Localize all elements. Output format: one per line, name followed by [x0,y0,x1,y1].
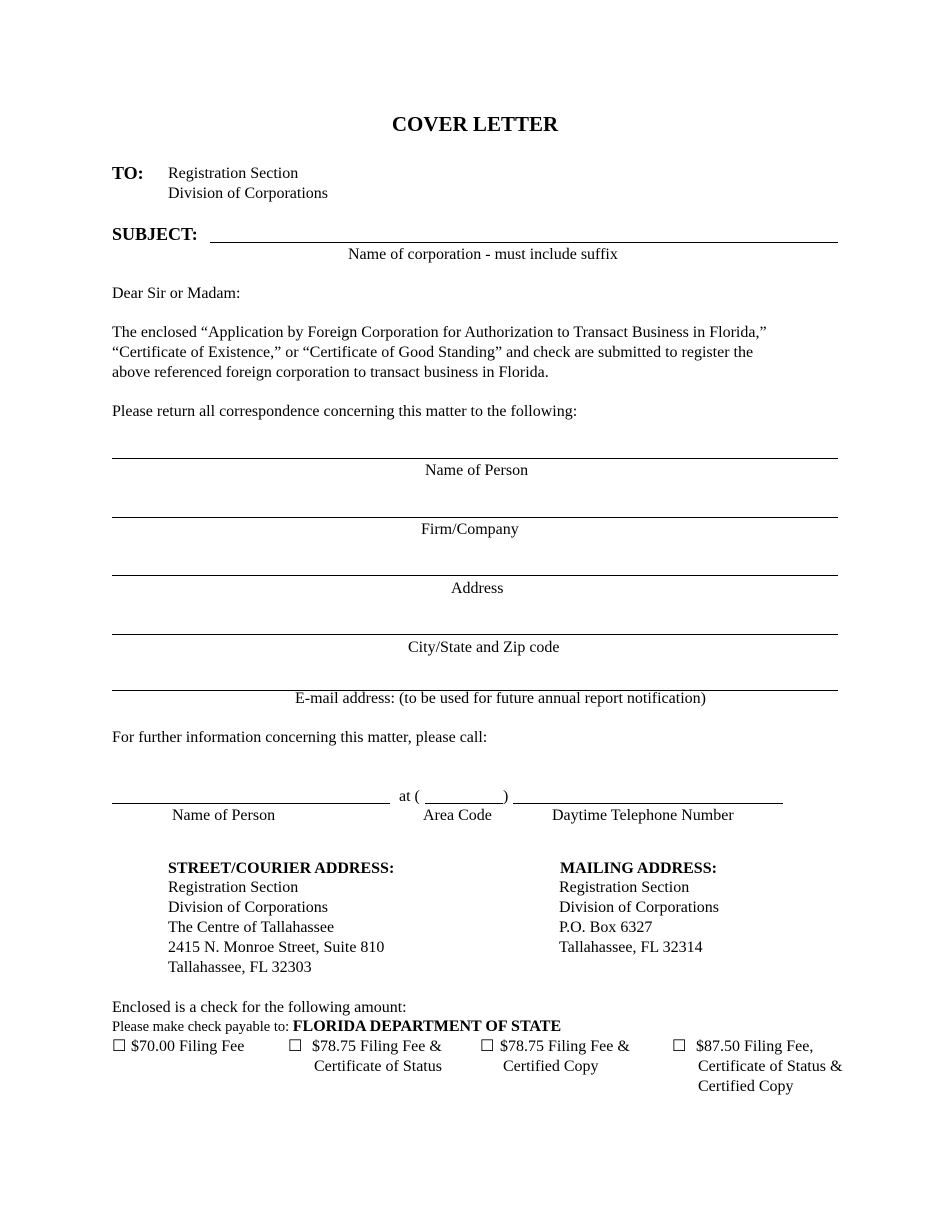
address-caption: Address [451,580,504,597]
mailing-address-line: Tallahassee, FL 32314 [559,939,703,956]
mailing-address-line: Division of Corporations [559,899,719,916]
street-address-line: 2415 N. Monroe Street, Suite 810 [168,939,385,956]
to-line-2: Division of Corporations [168,185,328,202]
checkbox-icon[interactable]: ☐ [672,1038,687,1055]
checkbox-icon[interactable]: ☐ [480,1038,495,1055]
subject-caption: Name of corporation - must include suffix [348,246,618,263]
to-line-1: Registration Section [168,165,299,182]
subject-input-line[interactable] [210,242,838,243]
name-of-person-caption: Name of Person [425,462,529,479]
fee-option-70[interactable] [112,1037,244,1057]
street-address-line: The Centre of Tallahassee [168,919,335,936]
salutation: Dear Sir or Madam: [112,285,241,302]
payable-payee: FLORIDA DEPARTMENT OF STATE [292,1018,562,1035]
street-address-line: Registration Section [168,879,299,896]
checkbox-icon[interactable]: ☐ [288,1038,303,1055]
fee-option-87[interactable] [672,1037,687,1057]
daytime-phone-caption: Daytime Telephone Number [552,807,734,824]
firm-company-caption: Firm/Company [421,521,519,538]
mailing-address-line: Registration Section [559,879,690,896]
email-caption: E-mail address: (to be used for future annual report notification) [295,690,706,707]
area-code-line[interactable] [425,803,503,804]
body-line-2: “Certificate of Existence,” or “Certificate of Good Standing” and check are submitted to register the [112,344,754,361]
page-title: COVER LETTER [391,112,559,136]
daytime-phone-line[interactable] [513,803,783,804]
checkbox-icon[interactable]: ☐ [112,1038,127,1055]
body-line-3: above referenced foreign corporation to transact business in Florida. [112,364,549,381]
fee-option-70-label: $70.00 Filing Fee [131,1038,245,1055]
fee-option-87-line-3: Certified Copy [698,1078,794,1095]
fee-option-78-status-line-1: $78.75 Filing Fee & [312,1038,442,1055]
at-text: at ( [399,788,420,805]
to-label: TO: [112,163,144,183]
city-state-zip-caption: City/State and Zip code [408,639,560,656]
subject-label: SUBJECT: [112,224,198,244]
fee-option-87-line-1: $87.50 Filing Fee, [696,1038,814,1055]
address-line[interactable] [112,575,838,576]
payable-line [112,1017,561,1037]
mailing-address-heading: MAILING ADDRESS: [560,860,717,877]
street-address-line: Tallahassee, FL 32303 [168,959,312,976]
area-code-caption: Area Code [423,807,492,824]
body-line-1: The enclosed “Application by Foreign Corporation for Authorization to Transact Business in Florida,” [112,324,767,341]
return-text: Please return all correspondence concerning this matter to the following: [112,403,578,420]
fee-option-87-line-2: Certificate of Status & [698,1058,843,1075]
street-address-heading: STREET/COURIER ADDRESS: [168,860,395,877]
fee-option-78-status[interactable] [288,1037,303,1057]
further-info-text: For further information concerning this matter, please call: [112,729,488,746]
phone-name-caption: Name of Person [172,807,276,824]
close-paren: ) [503,788,509,805]
name-of-person-line[interactable] [112,458,838,459]
fee-option-78-status-line-2: Certificate of Status [314,1058,442,1075]
phone-name-line[interactable] [112,803,390,804]
payable-prefix: Please make check payable to: [112,1019,293,1035]
fee-option-78-copy-line-2: Certified Copy [503,1058,599,1075]
city-state-zip-line[interactable] [112,634,838,635]
fee-option-78-copy-line-1: $78.75 Filing Fee & [500,1038,630,1055]
firm-company-line[interactable] [112,517,838,518]
mailing-address-line: P.O. Box 6327 [559,919,653,936]
street-address-line: Division of Corporations [168,899,328,916]
enclosed-text: Enclosed is a check for the following amount: [112,999,407,1016]
fee-option-78-copy[interactable] [480,1037,495,1057]
